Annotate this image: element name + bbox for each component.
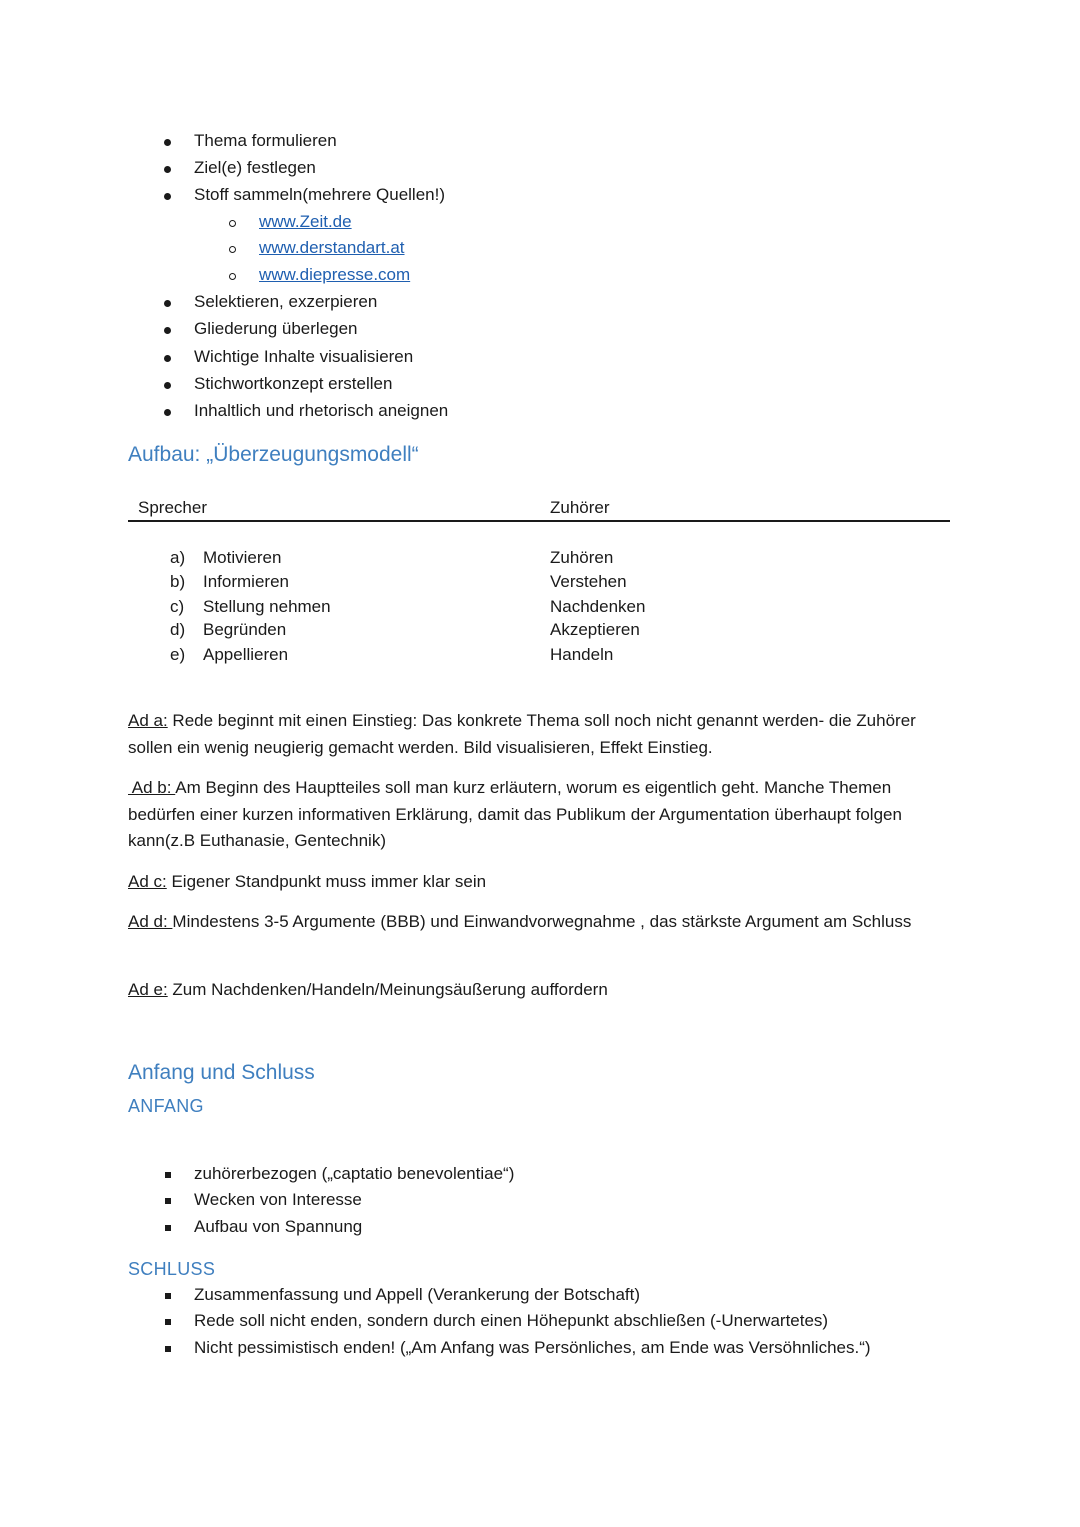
row-listener: Nachdenken — [550, 597, 646, 616]
list-item: Wecken von Interesse — [194, 1190, 362, 1209]
list-item: Zusammenfassung und Appell (Verankerung der Botschaft) — [194, 1285, 641, 1304]
note-ad-b — [128, 775, 928, 855]
square-bullet-icon — [165, 1172, 171, 1178]
note-ad-e — [128, 977, 928, 1004]
list-item: Wichtige Inhalte visualisieren — [194, 347, 414, 366]
note-text: Mindestens 3-5 Argumente (BBB) und Einwandvorwegnahme , das stärkste Argument am Schluss — [172, 912, 912, 931]
note-label: Ad d: — [128, 912, 173, 931]
column-header-listener: Zuhörer — [550, 498, 610, 517]
source-link-derstandart[interactable]: www.derstandart.at — [259, 238, 405, 257]
table-header-rule — [128, 520, 950, 522]
row-letter: b) — [170, 572, 186, 591]
list-item: Ziel(e) festlegen — [194, 158, 316, 177]
row-listener: Zuhören — [550, 548, 614, 567]
note-text: Zum Nachdenken/Handeln/Meinungsäußerung auffordern — [167, 980, 608, 999]
section-heading-aufbau: Aufbau: „Überzeugungsmodell“ — [128, 443, 419, 466]
bullet-icon — [164, 300, 171, 307]
bullet-icon — [164, 193, 171, 200]
source-link-zeit[interactable]: www.Zeit.de — [259, 212, 352, 231]
note-ad-d — [128, 909, 928, 936]
row-speaker: Motivieren — [203, 548, 282, 567]
row-letter: d) — [170, 620, 186, 639]
bullet-icon — [164, 327, 171, 334]
row-speaker: Begründen — [203, 620, 287, 639]
list-item: Rede soll nicht enden, sondern durch einen Höhepunkt abschließen (-Unerwartetes) — [194, 1311, 829, 1330]
square-bullet-icon — [165, 1319, 171, 1325]
sub-bullet-icon — [229, 220, 236, 227]
list-item: zuhörerbezogen („captatio benevolentiae“) — [194, 1164, 515, 1183]
list-item: Selektieren, exzerpieren — [194, 292, 378, 311]
square-bullet-icon — [165, 1225, 171, 1231]
list-item: Stoff sammeln(mehrere Quellen!) — [194, 185, 446, 204]
bullet-icon — [164, 139, 171, 146]
column-header-speaker: Sprecher — [138, 498, 207, 517]
section-heading-anfang-schluss: Anfang und Schluss — [128, 1061, 315, 1084]
row-listener: Akzeptieren — [550, 620, 640, 639]
list-item: Nicht pessimistisch enden! („Am Anfang was Persönliches, am Ende was Versöhnliches.“) — [194, 1338, 871, 1357]
bullet-icon — [164, 409, 171, 416]
note-text: Am Beginn des Hauptteiles soll man kurz erläutern, worum es eigentlich geht. Manche Themen bedürfen einer kurzen informativen Erklärung, damit das Publikum der Argumentation überhaupt folgen kann(z.B Euthanasie, Gentechnik) — [128, 778, 902, 850]
square-bullet-icon — [165, 1293, 171, 1299]
row-listener: Verstehen — [550, 572, 627, 591]
list-item: Aufbau von Spannung — [194, 1217, 363, 1236]
list-item: Gliederung überlegen — [194, 319, 358, 338]
row-speaker: Informieren — [203, 572, 289, 591]
row-speaker: Stellung nehmen — [203, 597, 331, 616]
note-label: Ad e: — [128, 980, 168, 999]
sub-bullet-icon — [229, 246, 236, 253]
note-label: Ad a: — [128, 711, 168, 730]
square-bullet-icon — [165, 1346, 171, 1352]
subheading-anfang: ANFANG — [128, 1096, 204, 1116]
note-label: Ad b: — [128, 778, 176, 797]
note-ad-a — [128, 708, 928, 761]
bullet-icon — [164, 355, 171, 362]
list-item: Stichwortkonzept erstellen — [194, 374, 393, 393]
subheading-schluss: SCHLUSS — [128, 1259, 216, 1279]
sub-bullet-icon — [229, 273, 236, 280]
bullet-icon — [164, 166, 171, 173]
square-bullet-icon — [165, 1198, 171, 1204]
note-ad-c — [128, 869, 928, 896]
row-letter: e) — [170, 645, 186, 664]
bullet-icon — [164, 382, 171, 389]
row-letter: a) — [170, 548, 186, 567]
list-item: Inhaltlich und rhetorisch aneignen — [194, 401, 449, 420]
row-listener: Handeln — [550, 645, 614, 664]
source-link-diepresse[interactable]: www.diepresse.com — [259, 265, 411, 284]
note-label: Ad c: — [128, 872, 167, 891]
row-speaker: Appellieren — [203, 645, 289, 664]
note-text: Eigener Standpunkt muss immer klar sein — [166, 872, 487, 891]
note-text: Rede beginnt mit einen Einstieg: Das konkrete Thema soll noch nicht genannt werden- die Zuhörer sollen ein wenig neugierig gemacht werden. Bild visualisieren, Effekt Einstieg. — [128, 711, 916, 757]
row-letter: c) — [170, 597, 185, 616]
list-item: Thema formulieren — [194, 131, 337, 150]
